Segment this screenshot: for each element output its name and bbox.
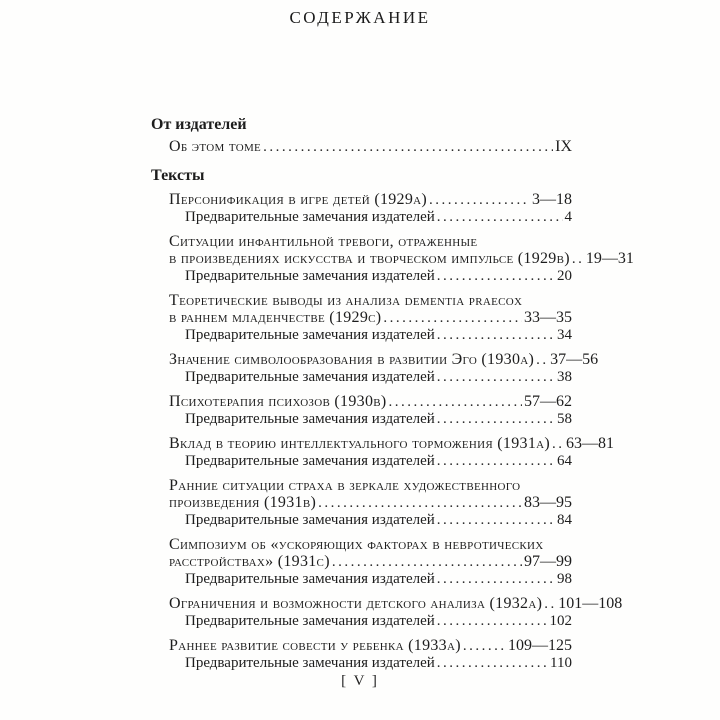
toc-entry-title: Ограничения и возможности детского анализа (1932a) [169, 595, 543, 612]
toc-entry-title: Вклад в теорию интеллектуального торможения (1931a) [169, 435, 550, 452]
dot-leader [437, 453, 555, 470]
toc-entry-title-line1: Ранние ситуации страха в зеркале художественного [169, 477, 521, 494]
toc-entry [151, 233, 634, 285]
toc-entry-title-row [169, 309, 572, 327]
toc-entry [151, 637, 572, 672]
dot-leader [437, 268, 555, 285]
toc-subentry [169, 369, 572, 386]
dot-leader [552, 435, 564, 453]
dot-leader [437, 327, 555, 344]
toc-entry [151, 351, 599, 386]
page-range: 83—95 [524, 494, 572, 511]
page-range: 63—81 [566, 435, 614, 452]
subentry-label: Предварительные замечания издателей [185, 613, 435, 629]
toc-entry-title-line2: в раннем младенчестве (1929c) [169, 309, 382, 326]
dot-leader [536, 351, 548, 369]
toc-subentry [169, 411, 572, 428]
page-number: IX [555, 138, 572, 155]
toc-entry-title: Об этом томе [169, 138, 262, 155]
toc-entry-title: Раннее развитие совести у ребенка (1933a) [169, 637, 461, 654]
page-range: 109—125 [508, 637, 572, 654]
toc-content [151, 116, 634, 672]
page-number: 64 [557, 453, 572, 469]
page-number: 110 [550, 655, 572, 671]
page-number: 20 [557, 268, 572, 284]
subentry-label: Предварительные замечания издателей [185, 571, 435, 587]
subentry-label: Предварительные замечания издателей [185, 453, 435, 469]
toc-entry-title-row [169, 494, 572, 512]
dot-leader [572, 250, 584, 268]
page-range: 33—35 [524, 309, 572, 326]
toc-entry-title-line1: Симпозиум об «ускоряющих факторах в невротических [169, 536, 544, 553]
toc-entry-title-line2: произведения (1931b) [169, 494, 317, 511]
section-heading-publishers: От издателей [151, 116, 247, 133]
page-title: СОДЕРЖАНИЕ [289, 8, 431, 27]
dot-leader [437, 209, 563, 226]
toc-subentry [169, 209, 572, 226]
toc-entry-title-row [169, 435, 614, 453]
toc-subentry [169, 268, 572, 285]
page-number: 4 [564, 209, 572, 225]
dot-leader [437, 655, 548, 672]
dot-leader [429, 191, 530, 209]
toc-entry-title-row [169, 191, 572, 209]
dot-leader [332, 553, 522, 571]
dot-leader [383, 309, 522, 327]
page-number: 98 [557, 571, 572, 587]
toc-subentry [169, 512, 572, 529]
dot-leader [437, 613, 548, 630]
dot-leader [437, 411, 555, 428]
page-range: 57—62 [524, 393, 572, 410]
page-number: 84 [557, 512, 572, 528]
page-range: 97—99 [524, 553, 572, 570]
page-number: 102 [549, 613, 572, 629]
dot-leader [463, 637, 506, 655]
toc-entry [151, 477, 572, 529]
toc-entry-title: Психотерапия психозов (1930b) [169, 393, 387, 410]
toc-entry-title-row [169, 250, 634, 268]
dot-leader [437, 369, 555, 386]
dot-leader [263, 138, 553, 156]
toc-entry [151, 595, 623, 630]
toc-entry-about-volume [151, 138, 572, 156]
toc-subentry [169, 453, 572, 470]
page-range: 101—108 [558, 595, 623, 612]
dot-leader [318, 494, 522, 512]
toc-entry [151, 393, 572, 428]
toc-entry-title-line2: в произведениях искусства и творческом импульсе (1929b) [169, 250, 570, 267]
page-range: 37—56 [550, 351, 599, 368]
subentry-label: Предварительные замечания издателей [185, 411, 435, 427]
toc-entry-title-line2: расстройствах» (1931c) [169, 553, 330, 570]
subentry-label: Предварительные замечания издателей [185, 655, 435, 671]
subentry-label: Предварительные замечания издателей [185, 327, 435, 343]
toc-entry [151, 435, 614, 470]
toc-subentry [169, 327, 572, 344]
dot-leader [389, 393, 522, 411]
toc-entry-title-row [169, 595, 623, 613]
page-number: 58 [557, 411, 572, 427]
toc-entry-title: Персонификация в игре детей (1929a) [169, 191, 428, 208]
toc-entry-title-line1: Теоретические выводы из анализа dementia praecox [169, 292, 523, 309]
toc-subentry [169, 613, 572, 630]
toc-entry-title-row [169, 393, 572, 411]
subentry-label: Предварительные замечания издателей [185, 209, 435, 225]
toc-subentry [169, 571, 572, 588]
dot-leader [437, 571, 555, 588]
section-heading-texts: Тексты [151, 167, 205, 184]
subentry-label: Предварительные замечания издателей [185, 369, 435, 385]
page-footer-folio: [ V ] [341, 673, 379, 689]
page-range: 3—18 [532, 191, 572, 208]
toc-entry-title-row [169, 351, 599, 369]
toc-entry-title: Значение символообразования в развитии Эго (1930a) [169, 351, 535, 368]
page-number: 38 [557, 369, 572, 385]
dot-leader [544, 595, 556, 613]
subentry-label: Предварительные замечания издателей [185, 268, 435, 284]
toc-entry [151, 292, 572, 344]
toc-entry [151, 191, 572, 226]
subentry-label: Предварительные замечания издателей [185, 512, 435, 528]
toc-entry-title-row [169, 553, 572, 571]
dot-leader [437, 512, 555, 529]
toc-subentry [169, 655, 572, 672]
page-range: 19—31 [585, 250, 634, 267]
toc-entry-title-line1: Ситуации инфантильной тревоги, отраженные [169, 233, 478, 250]
toc-entry [151, 536, 572, 588]
toc-entry-title-row [169, 637, 572, 655]
page-number: 34 [557, 327, 572, 343]
